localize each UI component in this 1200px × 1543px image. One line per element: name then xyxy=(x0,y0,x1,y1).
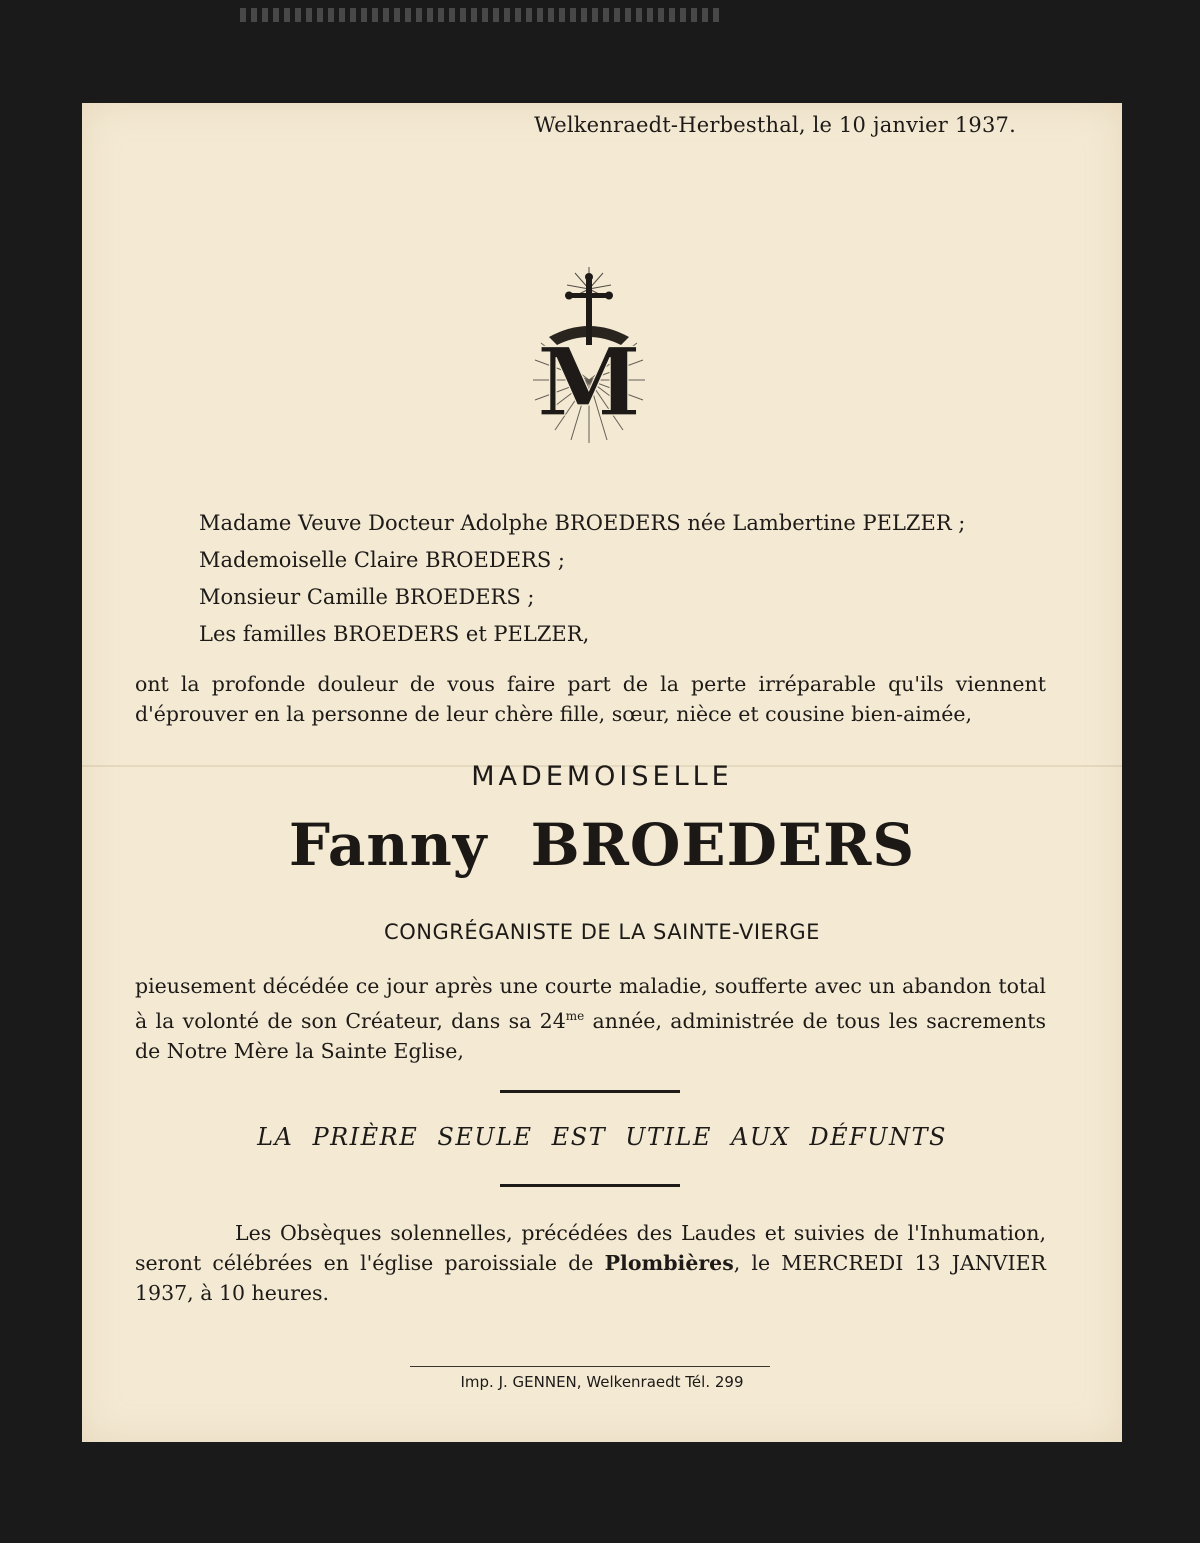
deceased-name: Fanny BROEDERS xyxy=(288,811,916,879)
funeral-text: Les Obsèques solennelles, précédées des Laudes et suivies de l'Inhumation, seront célébrées en l'église paroissiale de xyxy=(135,1221,1046,1275)
prayer-line: LA PRIÈRE SEULE EST UTILE AUX DÉFUNTS xyxy=(257,1123,947,1151)
place-date-line: Welkenraedt-Herbesthal, le 10 janvier 1937. xyxy=(534,113,1016,137)
mourners-list xyxy=(199,505,965,653)
marian-monogram-cross-icon xyxy=(531,265,647,445)
death-details-text: pieusement décédée ce jour après une courte maladie, soufferte avec un abandon total à la volonté de son Créateur, dans sa 24 xyxy=(135,974,1046,1033)
monogram-letter: M xyxy=(536,328,642,438)
funeral-text: , le MERCREDI 13 JANVIER 1937, à 10 heures. xyxy=(135,1251,1046,1305)
funeral-notice-card xyxy=(82,103,1122,1442)
funeral-details-paragraph xyxy=(135,1218,1046,1308)
mourner-line: Madame Veuve Docteur Adolphe BROEDERS née Lambertine PELZER ; xyxy=(199,511,966,535)
deceased-subtitle: CONGRÉGANISTE DE LA SAINTE-VIERGE xyxy=(384,920,820,944)
announcement-paragraph: ont la profonde douleur de vous faire part de la perte irréparable qu'ils viennent d'éprouver en la personne de leur chère fille, sœur, nièce et cousine bien-aimée, xyxy=(135,672,1046,726)
deceased-title: MADEMOISELLE xyxy=(471,761,733,792)
mourner-line: Les familles BROEDERS et PELZER, xyxy=(199,622,590,646)
age-ordinal-suffix: me xyxy=(565,1009,585,1023)
printer-divider xyxy=(410,1366,770,1367)
funeral-place: Plombières xyxy=(604,1251,734,1275)
mourner-line: Mademoiselle Claire BROEDERS ; xyxy=(199,548,565,572)
divider-rule xyxy=(500,1184,680,1187)
binding-stitch-decoration xyxy=(240,8,720,22)
mourner-line: Monsieur Camille BROEDERS ; xyxy=(199,585,535,609)
death-details-paragraph xyxy=(135,971,1046,1066)
death-details-text: année, administrée de tous les sacrements de Notre Mère la Sainte Eglise, xyxy=(135,1008,1046,1063)
printer-imprint: Imp. J. GENNEN, Welkenraedt Tél. 299 xyxy=(460,1373,744,1391)
divider-rule xyxy=(500,1090,680,1093)
